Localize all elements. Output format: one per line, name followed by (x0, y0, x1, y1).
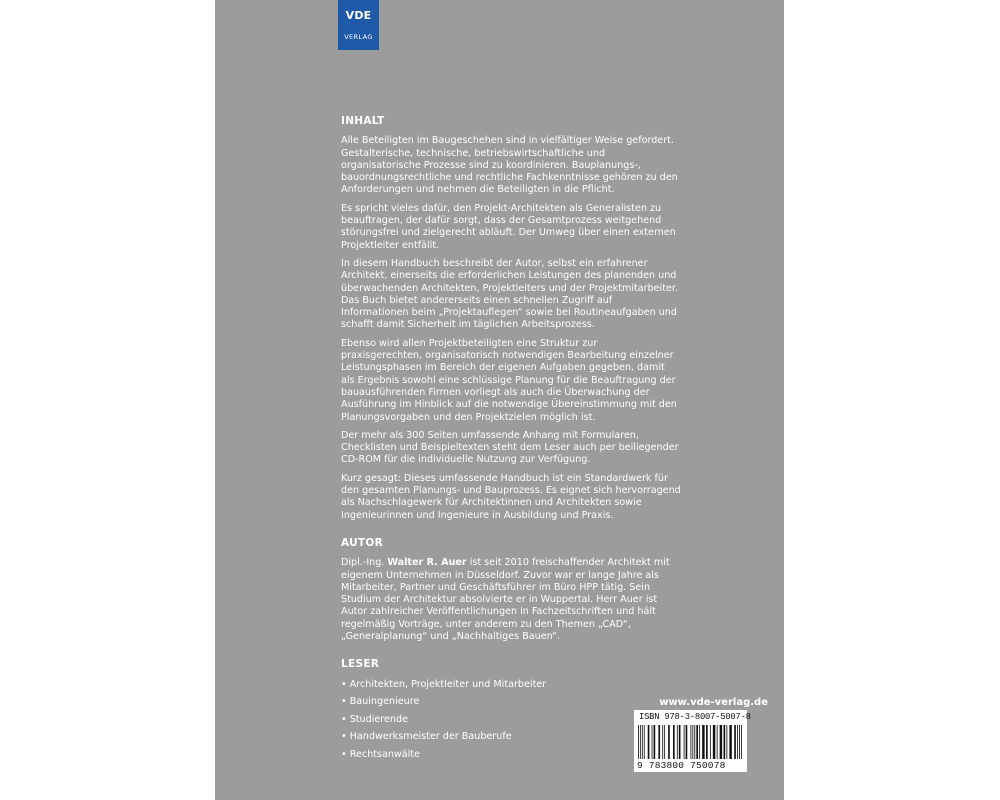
autor-prefix: Dipl.-Ing. (341, 557, 388, 569)
barcode-bar (686, 725, 688, 759)
barcode-bar (662, 725, 663, 759)
barcode-digits: 9 783800 750078 (637, 760, 726, 771)
barcode-bar (677, 725, 678, 759)
barcode-bar (679, 725, 681, 759)
barcode-bar (692, 725, 693, 759)
barcode-bar (699, 725, 700, 759)
inhalt-paragraph: Es spricht vieles dafür, den Projekt-Architekten als Generalisten zu beauftragen, der dafür sorgt, dass der Gesamtprozess weitgehend störungsfrei und zielgerecht abläuft. Der Umweg über einen externen Projektleiter entfällt. (341, 202, 676, 251)
barcode-bar (654, 725, 656, 759)
autor-heading: AUTOR (341, 536, 384, 549)
leser-item: • Studierende (341, 713, 409, 725)
barcode-bar (638, 725, 639, 759)
barcode-bar (668, 725, 670, 759)
barcode-bar (729, 725, 731, 759)
barcode-bar (644, 725, 645, 759)
publisher-logo (338, 0, 379, 50)
barcode-bar (724, 725, 726, 759)
barcode-bar (720, 725, 722, 759)
inhalt-paragraph: Der mehr als 300 Seiten umfassende Anhang mit Formularen, Checklisten und Beispieltexten steht dem Leser auch per beiliegender CD-ROM für die individuelle Nutzung zur Verfügung. (341, 429, 679, 466)
barcode-bar (739, 725, 740, 759)
logo-top-text: VDE (345, 9, 372, 22)
barcode-bar (658, 725, 660, 759)
barcode-bar (726, 725, 727, 759)
barcode-bar (717, 725, 718, 759)
leser-item: • Bauingenieure (341, 696, 420, 708)
barcode-bar (734, 725, 736, 759)
isbn-number: ISBN 978-3-8007-5007-8 (639, 712, 751, 722)
inhalt-paragraph: Kurz gesagt: Dieses umfassende Handbuch ist ein Standardwerk für den gesamten Planungs- und Bauprozess. Es eignet sich hervorragend als Nachschlagewerk für Architektinnen und Architekten sowie Ingenieurinnen und Ingenieure in Ausbildung und Praxis. (341, 472, 681, 521)
barcode-bar (710, 725, 711, 759)
barcode-bar (713, 725, 715, 759)
logo-bottom-text: VERLAG (344, 33, 373, 41)
leser-item: • Architekten, Projektleiter und Mitarbeiter (341, 678, 547, 690)
leser-heading: LESER (341, 658, 380, 671)
barcode-bar (696, 725, 698, 759)
barcode-bar (737, 725, 738, 759)
inhalt-paragraph: Ebenso wird allen Projektbeteiligten eine Struktur zur praxisgerechten, organisatorisch notwendigen Bearbeitung einzelner Leistungsphasen im Bereich der eigenen Aufgaben gegeben, damit als Ergebnis sowohl eine schlüssige Planung für die Beauftragung der bauausführenden Firmen vorliegt als auch die Überwachung der Ausführung im Hinblick auf die notwendige Übereinstimmung mit den Planungsvorgaben und den Projektzielen möglich ist. (341, 337, 677, 423)
barcode-bar (640, 725, 641, 759)
back-cover-text (341, 115, 681, 767)
barcode-bar (664, 725, 665, 759)
autor-bio: ist seit 2010 freischaffender Architekt mit eigenem Unternehmen in Düsseldorf. Zuvor war er lange Jahre als Mitarbeiter, Partner und Geschäftsführer im Büro HPP tätig. Sein Studium der Architektur absolvierte er in Wuppertal. Herr Auer ist Autor zahlreicher Veröffentlichungen in Fachzeitschriften und hält regelmäßig Vorträge, unter anderem zu den Themen „CAD“, „Generalplanung“ und „Nachhaltiges Bauen“. (341, 557, 670, 642)
inhalt-heading: INHALT (341, 115, 385, 127)
barcode-bar (706, 725, 708, 759)
barcode-bar (684, 725, 685, 759)
barcode-bar (702, 725, 704, 759)
autor-paragraph (341, 557, 681, 643)
inhalt-paragraph: In diesem Handbuch beschreibt der Autor, selbst ein erfahrener Architekt, einerseits die erforderlichen Leistungen des planenden und überwachenden Architekten, Projektleiters und der Projektmitarbeiter. Das Buch bietet andererseits einen schnellen Zugriff auf Informationen beim „Projektauflegen“ sowie bei Routineaufgaben und schafft damit Sicherheit im täglichen Arbeitsprozess. (341, 257, 678, 331)
isbn-barcode (634, 710, 751, 772)
inhalt-paragraph: Alle Beteiligten im Baugeschehen sind in vielfältiger Weise gefordert. Gestalterische, technische, betriebswirtschaftliche und organisatorische Prozesse sind zu koordinieren. Bauplanungs-, bauordnungsrechtliche und rechtliche Fachkenntnisse gehören zu den Anforderungen und nehmen die Beteiligten in die Pflicht. (341, 135, 678, 196)
leser-item: • Rechtsanwälte (341, 748, 420, 760)
author-name: Walter R. Auer (387, 557, 467, 569)
barcode-bar (741, 725, 742, 759)
barcode-bar (690, 725, 691, 759)
barcode-bar (673, 725, 675, 759)
barcode-bars (637, 725, 744, 761)
leser-item: • Handwerksmeister der Bauberufe (341, 731, 512, 743)
publisher-url: www.vde-verlag.de (659, 697, 768, 708)
barcode-bar (642, 725, 643, 759)
leser-list (341, 679, 681, 761)
barcode-bar (648, 725, 650, 759)
barcode-bar (652, 725, 653, 759)
barcode-bar (694, 725, 695, 759)
